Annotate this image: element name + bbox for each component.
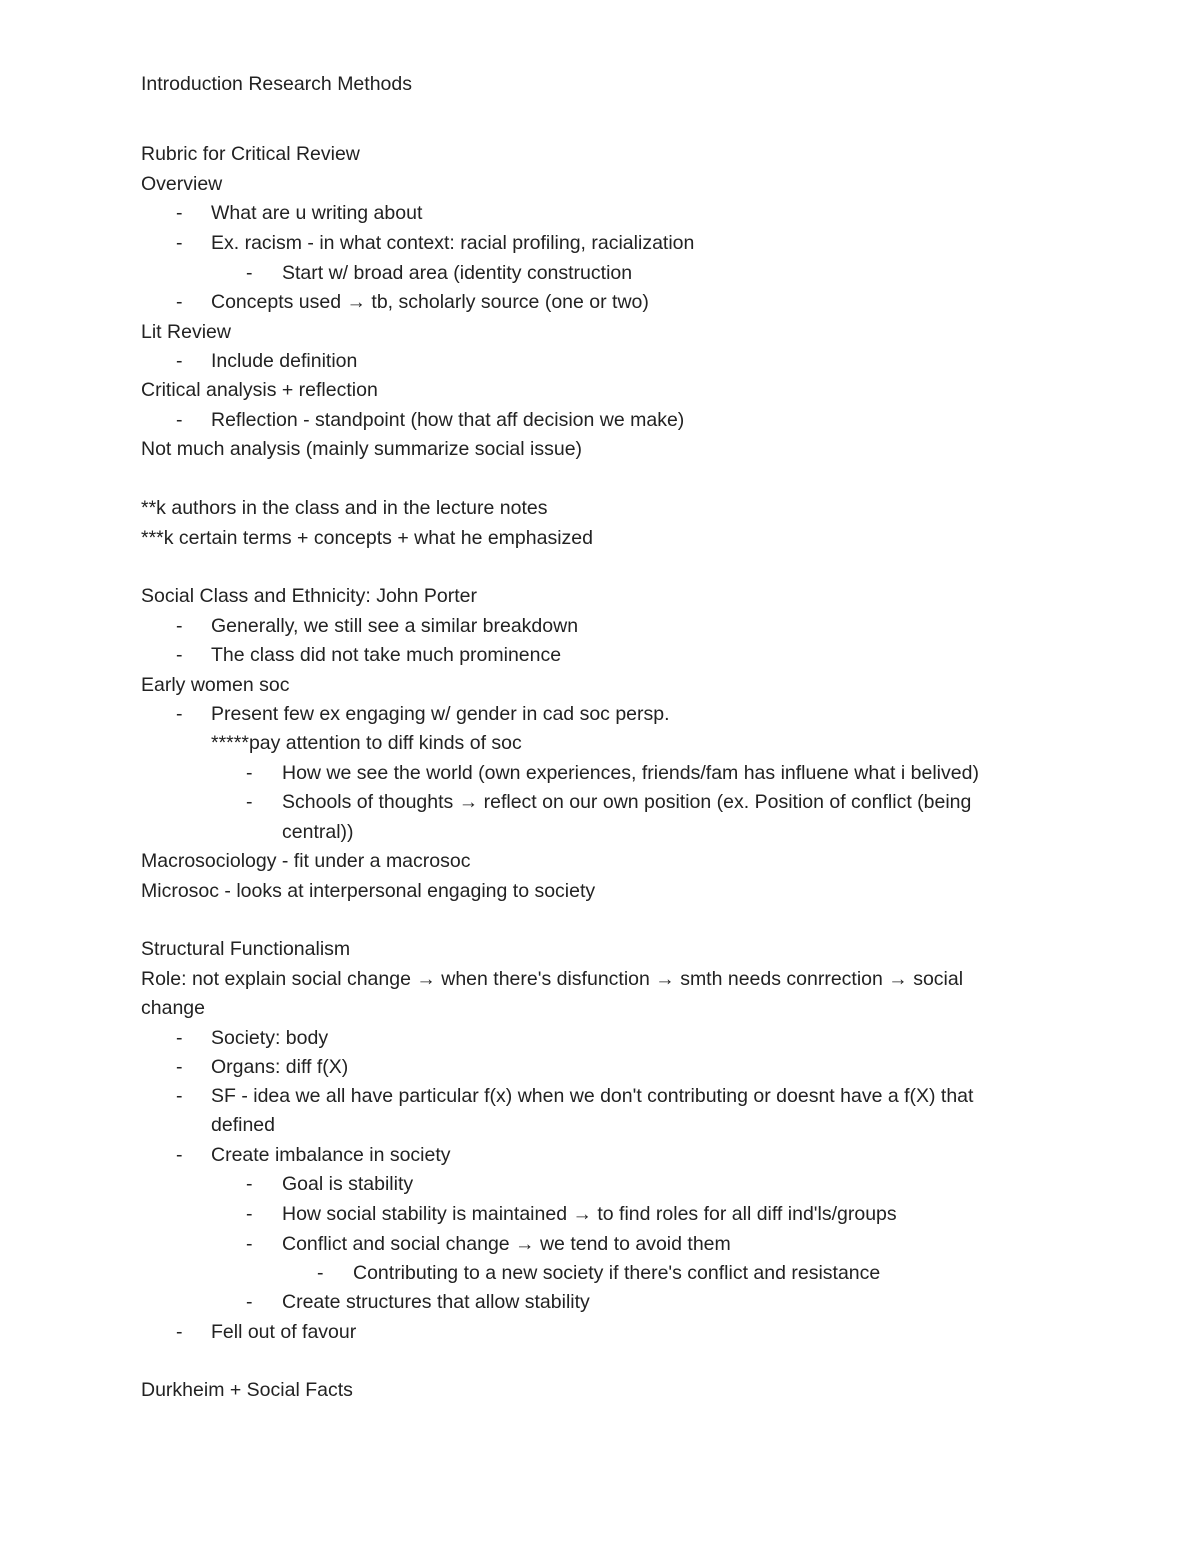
bullet-line-level2 [0,1202,1200,1226]
bullet-dash: - [246,1291,253,1313]
bullet-dash: - [246,262,253,284]
bullet-dash: - [176,615,183,637]
line-text: Macrosociology - fit under a macrosoc [141,850,471,872]
line-text: *****pay attention to diff kinds of soc [211,732,522,754]
bullet-line-level2 [0,761,1200,785]
line-text: Generally, we still see a similar breakdown [211,615,579,637]
bullet-line [0,201,1200,225]
bullet-dash: - [246,791,253,813]
line-text: Create structures that allow stability [282,1291,590,1313]
line-text: Include definition [211,350,358,372]
line-text: Critical analysis + reflection [141,379,378,401]
bullet-line-level2 [0,1232,1200,1256]
text-line [0,879,1200,903]
heading-line [0,172,1200,196]
line-text: Ex. racism - in what context: racial profiling, racialization [211,232,695,254]
line-text: Role: not explain social change → when there's disfunction → smth needs conrrection → social [141,968,964,990]
line-text: Social Class and Ethnicity: John Porter [141,585,477,607]
line-text: How we see the world (own experiences, friends/fam has influene what i belived) [282,762,979,784]
continuation-line [0,996,1200,1020]
heading-line [0,673,1200,697]
bullet-dash: - [317,1262,324,1284]
line-text: Not much analysis (mainly summarize social issue) [141,438,583,460]
line-text: Start w/ broad area (identity construction [282,262,633,284]
bullet-line-level2 [0,1172,1200,1196]
bullet-line-level2 [0,261,1200,285]
line-text: The class did not take much prominence [211,644,562,666]
bullet-dash: - [246,1173,253,1195]
line-text: SF - idea we all have particular f(x) when we don't contributing or doesnt have a f(X) that [211,1085,974,1107]
line-text: Overview [141,173,223,195]
line-text: ***k certain terms + concepts + what he emphasized [141,527,593,549]
heading-line [0,142,1200,166]
bullet-dash: - [176,703,183,725]
line-text: Lit Review [141,321,231,343]
bullet-line [0,1055,1200,1079]
bullet-line [0,349,1200,373]
line-text: Conflict and social change → we tend to avoid them [282,1233,731,1255]
bullet-line [0,1026,1200,1050]
heading-line [0,937,1200,961]
line-text: What are u writing about [211,202,423,224]
heading-line [0,584,1200,608]
line-text: Structural Functionalism [141,938,351,960]
text-line [0,967,1200,991]
line-text: **k authors in the class and in the lecture notes [141,497,548,519]
bullet-dash: - [246,762,253,784]
bullet-line [0,702,1200,726]
note-line [0,731,1200,755]
bullet-line [0,614,1200,638]
bullet-line-level2 [0,790,1200,814]
bullet-dash: - [176,1085,183,1107]
bullet-dash: - [176,350,183,372]
line-text: Present few ex engaging w/ gender in cad soc persp. [211,703,670,725]
bullet-dash: - [176,202,183,224]
bullet-dash: - [176,232,183,254]
bullet-dash: - [176,1027,183,1049]
heading-line [0,1378,1200,1402]
line-text: Society: body [211,1027,329,1049]
bullet-dash: - [176,409,183,431]
bullet-line [0,643,1200,667]
line-text: Durkheim + Social Facts [141,1379,353,1401]
bullet-dash: - [176,1056,183,1078]
bullet-line [0,290,1200,314]
bullet-line-level3 [0,1261,1200,1285]
bullet-line [0,1143,1200,1167]
line-text: change [141,997,205,1019]
text-line [0,849,1200,873]
bullet-dash: - [246,1203,253,1225]
line-text: Fell out of favour [211,1321,357,1343]
bullet-dash: - [176,644,183,666]
bullet-line [0,1320,1200,1344]
bullet-line [0,231,1200,255]
line-text: How social stability is maintained → to find roles for all diff ind'ls/groups [282,1203,897,1225]
line-text: Goal is stability [282,1173,414,1195]
heading-line [0,378,1200,402]
line-text: Organs: diff f(X) [211,1056,349,1078]
line-text: Contributing to a new society if there's conflict and resistance [353,1262,881,1284]
line-text: central)) [282,821,354,843]
text-line [0,496,1200,520]
heading-line [0,320,1200,344]
bullet-dash: - [176,291,183,313]
line-text: Create imbalance in society [211,1144,451,1166]
document-title [0,72,1200,96]
line-text: Rubric for Critical Review [141,143,360,165]
bullet-dash: - [246,1233,253,1255]
text-line [0,437,1200,461]
text-line [0,526,1200,550]
bullet-dash: - [176,1321,183,1343]
bullet-line [0,1084,1200,1108]
title-text: Introduction Research Methods [141,73,412,95]
continuation-line [0,1113,1200,1137]
line-text: Early women soc [141,674,290,696]
bullet-dash: - [176,1144,183,1166]
line-text: Microsoc - looks at interpersonal engaging to society [141,880,596,902]
line-text: Concepts used → tb, scholarly source (one or two) [211,291,649,313]
line-text: Schools of thoughts → reflect on our own position (ex. Position of conflict (being [282,791,972,813]
bullet-line [0,408,1200,432]
line-text: defined [211,1114,275,1136]
continuation-line [0,820,1200,844]
line-text: Reflection - standpoint (how that aff decision we make) [211,409,685,431]
bullet-line-level2 [0,1290,1200,1314]
